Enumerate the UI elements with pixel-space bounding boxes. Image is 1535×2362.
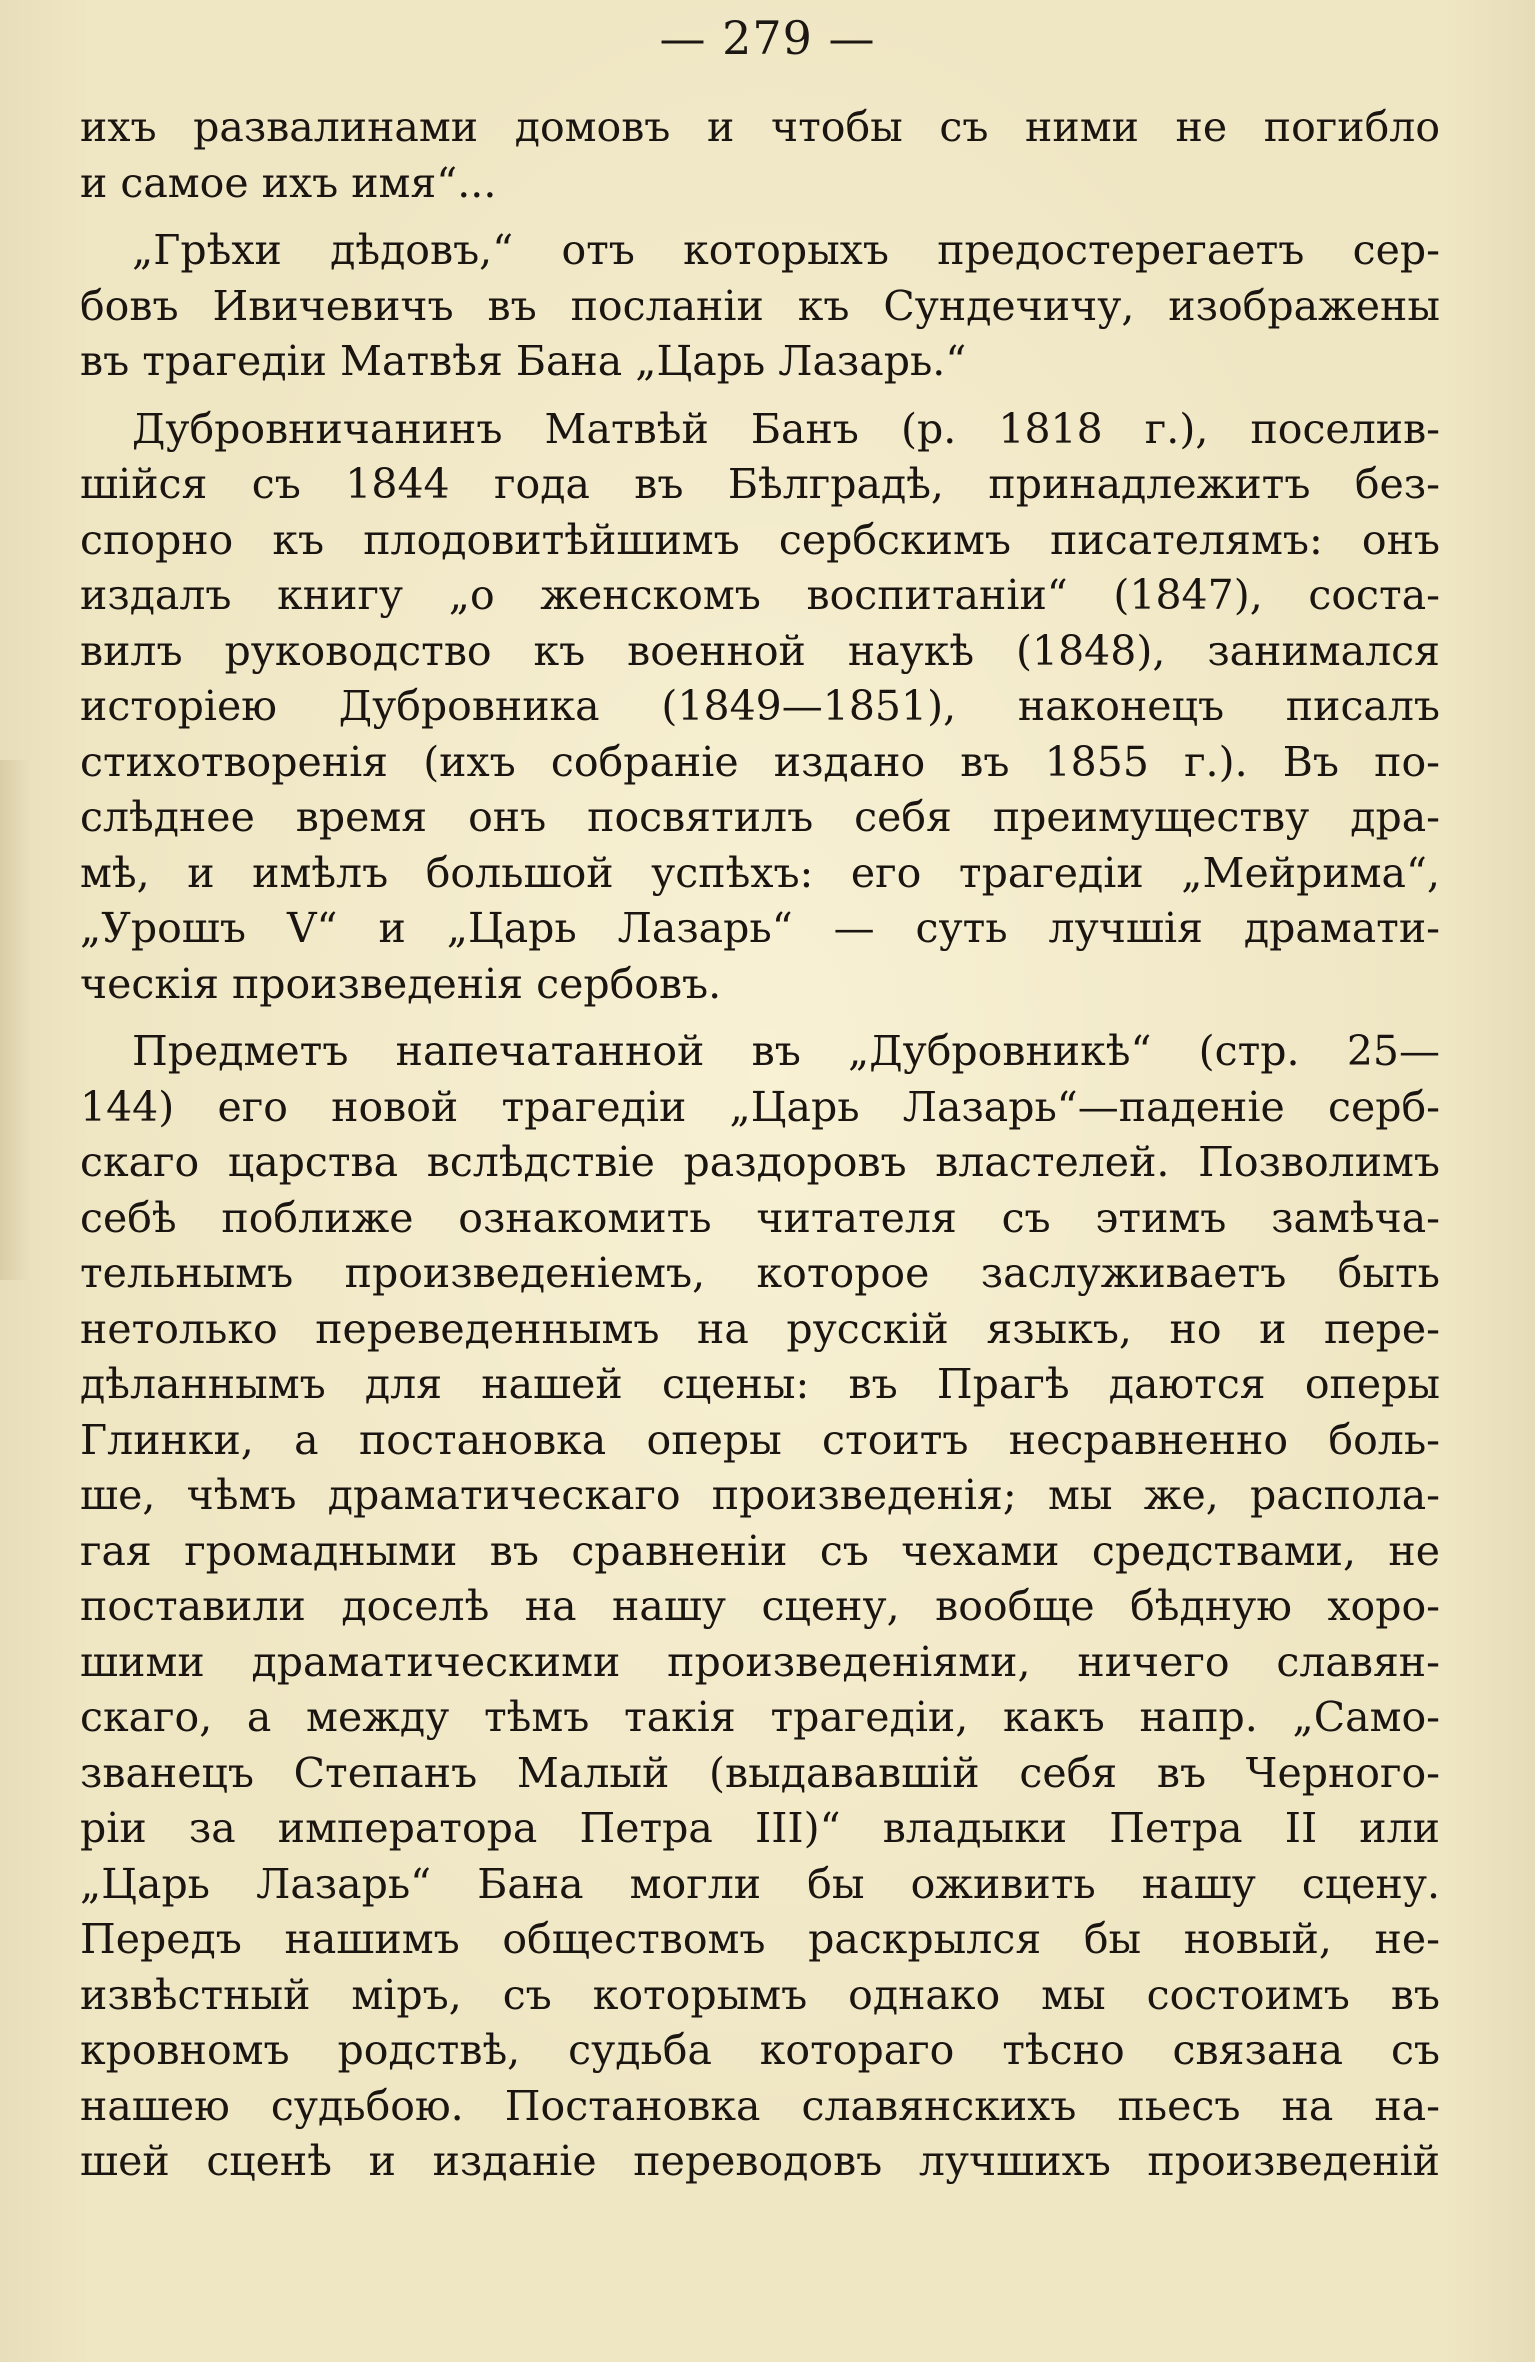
paper-stain	[0, 760, 30, 1280]
text-line: скаго царства вслѣдствіе раздоровъ властелей. Позволимъ	[80, 1138, 1440, 1186]
text-line: дѣланнымъ для нашей сцены: въ Прагѣ даются оперы	[80, 1360, 1440, 1408]
text-line: извѣстный міръ, съ которымъ однако мы состоимъ въ	[80, 1970, 1440, 2019]
text-line: спорно къ плодовитѣйшимъ сербскимъ писателямъ: онъ	[80, 515, 1440, 564]
text-line: 144) его новой трагедіи „Царь Лазарь“—паденіе серб-	[80, 1082, 1440, 1131]
paragraph-4	[80, 1024, 1440, 2190]
page-number: — 279 —	[659, 11, 876, 65]
text-line: въ трагедіи Матвѣя Бана „Царь Лазарь.“	[80, 337, 967, 385]
text-line: ше, чѣмъ драматическаго произведенія; мы же, распола-	[80, 1471, 1440, 1519]
text-line: „Урошъ V“ и „Царь Лазарь“ — суть лучшія драмати-	[80, 904, 1440, 952]
text-line: нетолько переведеннымъ на русскій языкъ, но и пере-	[80, 1304, 1440, 1353]
text-line: себѣ поближе ознакомить читателя съ этимъ замѣча-	[80, 1193, 1440, 1242]
text-line: Передъ нашимъ обществомъ раскрылся бы новый, не-	[80, 1915, 1440, 1963]
text-line: „Царь Лазарь“ Бана могли бы оживить нашу сцену.	[80, 1859, 1440, 1908]
text-line: шей сценѣ и изданіе переводовъ лучшихъ произведеній	[80, 2137, 1440, 2185]
text-line: мѣ, и имѣлъ большой успѣхъ: его трагедіи „Мейрима“,	[80, 848, 1440, 897]
text-line: стихотворенія (ихъ собраніе издано въ 1855 г.). Въ по-	[80, 737, 1440, 786]
text-line: Глинки, а постановка оперы стоитъ несравненно боль-	[80, 1415, 1440, 1464]
text-line: слѣднее время онъ посвятилъ себя преимуществу дра-	[80, 793, 1440, 841]
text-line: бовъ Ивичевичъ въ посланіи къ Сундечичу, изображены	[80, 281, 1440, 330]
text-line: нашею судьбою. Постановка славянскихъ пьесъ на на-	[80, 2081, 1440, 2130]
paragraph-1	[80, 100, 1440, 211]
text-line: „Грѣхи дѣдовъ,“ отъ которыхъ предостерегаетъ сер-	[132, 226, 1440, 274]
text-line: ихъ развалинами домовъ и чтобы съ ними не погибло	[80, 103, 1440, 151]
text-line: званецъ Степанъ Малый (выдававшій себя въ Черного-	[80, 1748, 1440, 1797]
text-line: Предметъ напечатанной въ „Дубровникѣ“ (стр. 25—	[132, 1027, 1440, 1075]
text-line: шими драматическими произведеніями, ничего славян-	[80, 1637, 1440, 1686]
text-line: тельнымъ произведеніемъ, которое заслуживаетъ быть	[80, 1249, 1440, 1297]
paragraph-3	[80, 402, 1440, 1013]
text-line: скаго, а между тѣмъ такія трагедіи, какъ напр. „Само-	[80, 1693, 1440, 1741]
text-line: шійся съ 1844 года въ Бѣлградѣ, принадлежитъ без-	[80, 460, 1440, 508]
text-line: ріи за императора Петра III)“ владыки Петра II или	[80, 1804, 1440, 1852]
text-line: кровномъ родствѣ, судьба котораго тѣсно связана съ	[80, 2026, 1440, 2074]
text-line: вилъ руководство къ военной наукѣ (1848), занимался	[80, 626, 1440, 675]
text-line: поставили доселѣ на нашу сцену, вообще бѣдную хоро-	[80, 1582, 1440, 1630]
paragraph-2	[80, 223, 1440, 390]
body-text	[80, 100, 1440, 2190]
text-line: гая громадными въ сравненіи съ чехами средствами, не	[80, 1526, 1440, 1575]
text-line: исторіею Дубровника (1849—1851), наконецъ писалъ	[80, 682, 1440, 730]
text-line: ческія произведенія сербовъ.	[80, 959, 722, 1008]
text-line: издалъ книгу „о женскомъ воспитаніи“ (1847), соста-	[80, 571, 1440, 619]
text-line: и самое ихъ имя“...	[80, 158, 497, 207]
text-line: Дубровничанинъ Матвѣй Банъ (р. 1818 г.), поселив-	[132, 404, 1440, 453]
